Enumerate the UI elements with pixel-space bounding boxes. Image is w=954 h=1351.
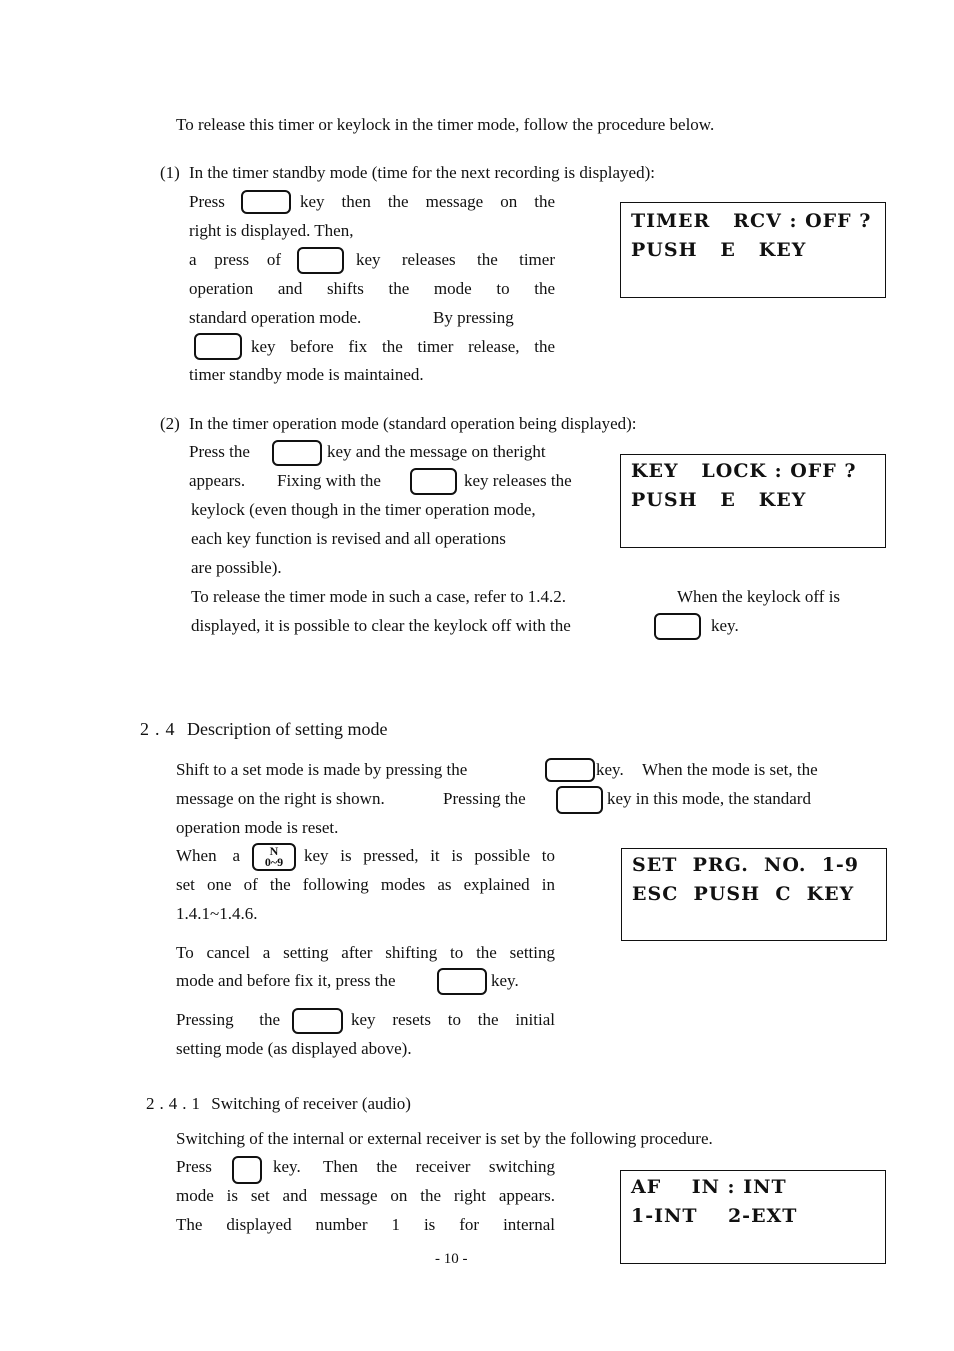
sec241-text: Then the receiver switching (323, 1157, 555, 1176)
step1-text: operation and shifts the mode to the (189, 279, 555, 298)
section-title: Description of setting mode (187, 719, 388, 739)
key-button-blank[interactable] (297, 247, 344, 274)
key-button-blank[interactable] (272, 440, 322, 466)
lcd-display-keylock (620, 454, 886, 548)
sec241-text: The displayed number 1 is for internal (176, 1215, 555, 1234)
sec24-text: 1.4.1~1.4.6. (176, 904, 258, 923)
step2-marker: (2) (160, 414, 180, 433)
sec24-text: Pressing the (443, 789, 526, 808)
step2-text: To release the timer mode in such a case, refer to 1.4.2. (191, 587, 567, 606)
step2-text: Press the (189, 442, 250, 461)
sec241-text: Switching of the internal or external receiver is set by the following procedure. (176, 1129, 713, 1148)
sec24-text: key in this mode, the standard (607, 789, 811, 808)
step2-text: Fixing with the (277, 471, 381, 490)
section-title: Switching of receiver (audio) (211, 1094, 411, 1113)
step1-text: key then the message on the (300, 192, 555, 211)
section-heading-2-4 (140, 717, 387, 741)
step2-text: keylock (even though in the timer operation mode, (191, 500, 536, 519)
lcd-line: KEY LOCK : OFF ? (631, 460, 857, 482)
section-number: 2.4 (140, 719, 181, 739)
sec24-text: set one of the following modes as explained in (176, 875, 555, 894)
sec24-text: message on the right is shown. (176, 789, 385, 808)
lcd-line: SET PRG. NO. 1-9 (632, 854, 860, 876)
lcd-line: AF IN : INT (631, 1176, 787, 1198)
sec24-text: key. (491, 971, 519, 990)
key-button-blank[interactable] (545, 758, 595, 782)
step2-text: each key function is revised and all operations (191, 529, 506, 548)
step2-text: appears. (189, 471, 246, 490)
section-heading-2-4-1 (146, 1093, 411, 1115)
sec24-text: key. (596, 760, 624, 779)
n-key-top: N (269, 844, 279, 858)
step2-heading: In the timer operation mode (standard operation being displayed): (189, 414, 637, 433)
key-button-blank[interactable] (292, 1008, 343, 1034)
key-button-blank[interactable] (241, 190, 291, 214)
step1-text: standard operation mode. (189, 308, 362, 327)
lcd-display-receiver (620, 1170, 886, 1264)
sec24-text: key resets to the initial (351, 1010, 555, 1029)
lcd-display-set-mode (621, 848, 887, 941)
step2-text: When the keylock off is (677, 587, 841, 606)
step2-text: displayed, it is possible to clear the keylock off with the (191, 616, 571, 635)
key-button-blank[interactable] (654, 613, 701, 640)
step2-text: are possible). (191, 558, 282, 577)
step1-heading: In the timer standby mode (time for the next recording is displayed): (189, 163, 655, 182)
lcd-line: PUSH E KEY (631, 489, 807, 511)
sec241-text: mode is set and message on the right appears. (176, 1186, 555, 1205)
section-number: 2.4.1 (146, 1094, 205, 1113)
intro-paragraph: To release this timer or keylock in the timer mode, follow the procedure below. (176, 115, 715, 134)
lcd-line: 1-INT 2-EXT (631, 1205, 798, 1227)
sec24-text: When a (176, 846, 240, 865)
page-number: - 10 - (435, 1251, 468, 1267)
step1-text: By pressing (433, 308, 514, 327)
sec24-text: operation mode is reset. (176, 818, 339, 837)
key-button-blank[interactable] (437, 968, 487, 995)
lcd-display-timer (620, 202, 886, 298)
sec24-text: When the mode is set, the (642, 760, 818, 779)
n-key-bottom: 0~9 (264, 855, 284, 869)
step1-text: Press (189, 192, 225, 211)
sec24-text: key is pressed, it is possible to (304, 846, 555, 865)
step1-text: key releases the timer (356, 250, 555, 269)
sec241-text: Press (176, 1157, 212, 1176)
lcd-line: PUSH E KEY (631, 239, 807, 261)
step2-text: key releases the (464, 471, 572, 490)
step1-text: key before fix the timer release, the (251, 337, 555, 356)
sec24-text: Shift to a set mode is made by pressing the (176, 760, 468, 779)
lcd-line: ESC PUSH C KEY (632, 883, 855, 905)
key-button-blank[interactable] (410, 468, 457, 495)
sec24-text: mode and before fix it, press the (176, 971, 396, 990)
step1-text: a press of (189, 250, 281, 269)
step1-marker: (1) (160, 163, 180, 182)
step1-text: timer standby mode is maintained. (189, 365, 424, 384)
step2-text: key. (711, 616, 739, 635)
sec241-text: key. (273, 1157, 301, 1176)
sec24-text: Pressing the (176, 1010, 280, 1029)
sec24-text: setting mode (as displayed above). (176, 1039, 412, 1058)
key-button-blank[interactable] (232, 1156, 262, 1184)
key-button-blank[interactable] (556, 786, 603, 814)
key-button-blank[interactable] (194, 333, 242, 360)
lcd-line: TIMER RCV : OFF ? (631, 210, 872, 232)
step2-text: key and the message on theright (327, 442, 546, 461)
n-key-button[interactable] (252, 843, 296, 871)
step1-text: right is displayed. Then, (189, 221, 354, 240)
sec24-text: To cancel a setting after shifting to the setting (176, 943, 555, 962)
